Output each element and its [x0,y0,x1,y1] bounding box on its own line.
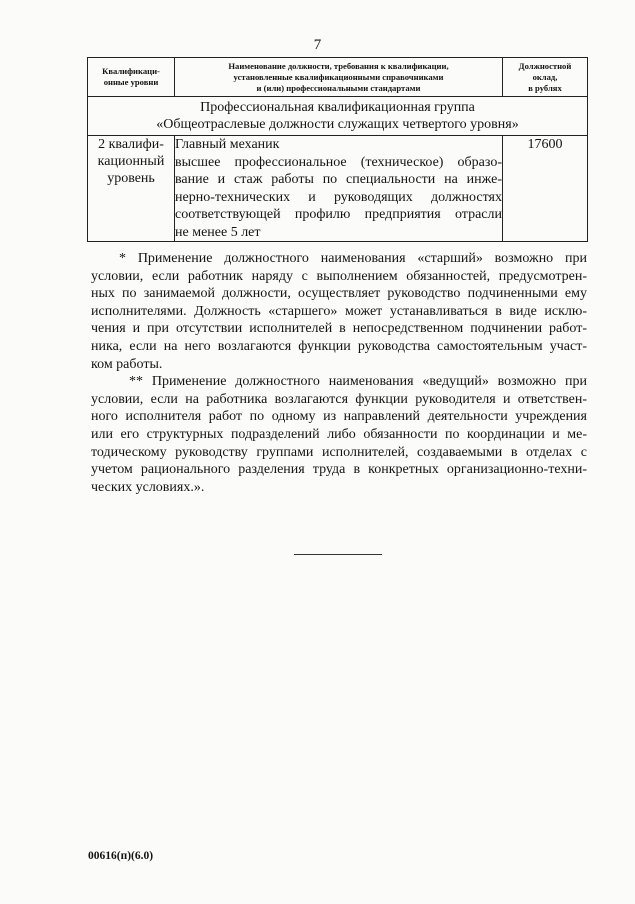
requirement-line: нерно-технических и руководящих должностях [175,189,502,205]
header-line: установленные квалификационными справочниками [233,71,444,82]
requirement-line: вание и стаж работы по специальности на инже- [175,172,502,187]
position-description-cell [175,136,503,242]
header-position-requirements [175,58,503,97]
footnote-line: ком работы. [91,356,163,372]
footnote-line: ческих условиях.». [91,479,205,495]
header-salary [503,58,588,97]
header-line: оклад, [532,71,558,82]
footnotes [91,250,587,496]
header-line: и (или) профессиональными стандартами [256,82,421,93]
group-line-1: Профессиональная квалификационная группа [200,100,475,115]
header-line: Должностной [518,60,572,71]
salary-cell: 17600 [503,136,588,242]
footnote-line: ного исполнителя работ по одному из направлений деятельности учреждения [91,409,587,425]
footnote-line: или его структурных подразделений либо обязанности по координации и ме- [91,426,587,442]
footnote-line: * Применение должностного наименования «старший» возможно при [119,251,587,266]
header-line: в рублях [528,82,562,93]
level-line: кационный [97,154,165,169]
footnote-line: исполнителями. Должность «старшего» может устанавливаться в виде исклю- [91,303,587,319]
group-line-2: «Общеотраслевые должности служащих четвертого уровня» [156,117,519,132]
footnote-line: ника, если на него возлагаются функции руководства самостоятельным участ- [91,338,587,354]
requirement-line: не менее 5 лет [175,224,261,240]
table-row [88,136,588,242]
qualification-group-title [88,97,588,136]
footnote-line: тодическому руководству группами исполнителей, создаваемыми в отделах с [91,444,587,460]
page-number: 7 [313,37,322,53]
group-row [88,97,588,136]
closing-rule [294,554,382,555]
requirement-line: высшее профессиональное (техническое) образо- [175,154,502,170]
footnote-line: условии, если работник наряду с выполнением обязанностей, предусмотрен- [91,268,587,284]
table-header-row [88,58,588,97]
header-qualification-levels [88,58,175,97]
footnote-line: ных по занимаемой должности, осуществляет руководство подчиненными ему [91,286,587,302]
qualification-level-cell [88,136,175,242]
header-line: онные уровни [103,77,159,87]
level-line: уровень [107,171,155,186]
requirement-line: соответствующей профилю предприятия отрасли [175,207,502,222]
header-line: Квалификаци- [102,66,160,76]
footnote-line: чения и при отсутствии исполнителей в непосредственном подчинении работ- [91,321,587,337]
position-title: Главный механик [175,137,280,152]
header-line: Наименование должности, требования к квалификации, [228,60,449,71]
footnote-line: ** Применение должностного наименования «ведущий» возможно при [129,374,587,390]
footnote-line: условии, если на работника возлагаются функции руководителя и ответствен- [91,391,587,407]
document-code: 00616(п)(6.0) [88,850,154,862]
footnote-line: учетом рационального разделения труда в конкретных организационно-техни- [91,462,587,478]
level-line: 2 квалифи- [98,137,164,152]
qualification-table [87,57,588,242]
